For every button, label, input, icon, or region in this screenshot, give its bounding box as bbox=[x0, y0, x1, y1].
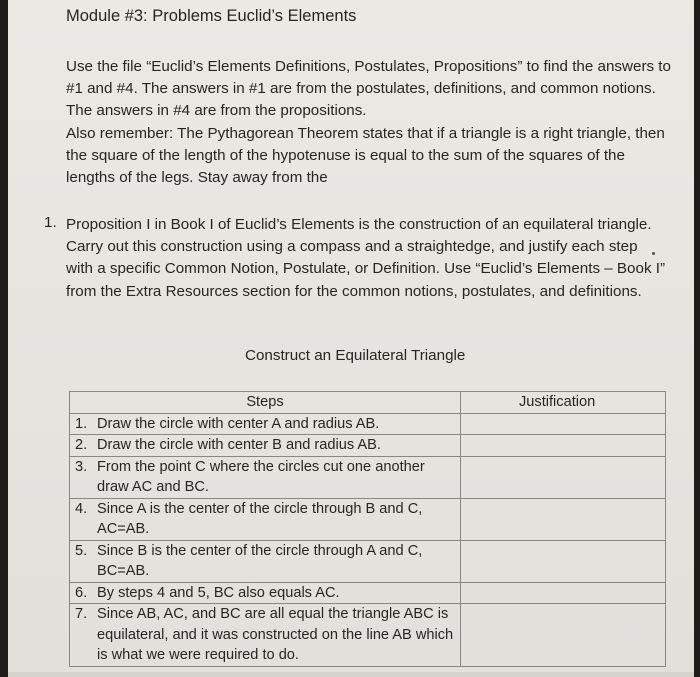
table-row bbox=[70, 540, 666, 582]
justification-cell[interactable] bbox=[461, 498, 666, 540]
table-row bbox=[70, 582, 666, 604]
steps-table bbox=[69, 391, 666, 667]
justification-cell[interactable] bbox=[461, 456, 666, 498]
step-text: Since AB, AC, and BC are all equal the triangle ABC is equilateral, and it was constructed on the line AB which is what we were required to do. bbox=[97, 606, 454, 663]
step-text: Since B is the center of the circle through A and C, BC=AB. bbox=[97, 542, 423, 579]
step-text: Since A is the center of the circle through B and C, AC=AB. bbox=[97, 500, 423, 537]
step-number: 3. bbox=[75, 458, 88, 475]
intro-paragraph: Use the file “Euclid’s Elements Definitions, Postulates, Propositions” to find the answers to #1 and #4. The answers in #1 are from the postulates, definitions, and common notions. The answers in #4 are from the propositions. bbox=[66, 58, 671, 120]
table-row bbox=[70, 413, 666, 435]
step-cell bbox=[70, 604, 461, 667]
step-cell bbox=[70, 435, 461, 457]
step-number: 4. bbox=[75, 500, 88, 517]
step-text: From the point C where the circles cut one another draw AC and BC. bbox=[97, 458, 425, 495]
justification-cell[interactable] bbox=[461, 540, 666, 582]
page-title: Module #3: Problems Euclid’s Elements bbox=[66, 7, 357, 25]
intro-text bbox=[66, 56, 678, 189]
intro-paragraph: Also remember: The Pythagorean Theorem states that if a triangle is a right triangle, then the square of the length of the hypotenuse is equal to the sum of the squares of the lengths of the legs. Stay away from the bbox=[66, 124, 665, 187]
step-number: 7. bbox=[75, 606, 88, 622]
step-number: 5. bbox=[75, 542, 88, 559]
table-row bbox=[70, 604, 666, 667]
justification-cell[interactable] bbox=[461, 435, 666, 457]
justification-cell[interactable] bbox=[461, 413, 666, 435]
step-number: 6. bbox=[75, 584, 88, 601]
step-text: Draw the circle with center A and radius AB. bbox=[97, 415, 380, 432]
step-cell bbox=[70, 413, 461, 435]
stray-mark bbox=[652, 252, 655, 255]
steps-header: Steps bbox=[70, 392, 461, 414]
justification-cell[interactable] bbox=[461, 582, 666, 604]
table-row bbox=[70, 498, 666, 540]
step-cell bbox=[70, 540, 461, 582]
step-number: 1. bbox=[75, 415, 88, 432]
step-text: Draw the circle with center B and radius AB. bbox=[97, 437, 381, 453]
table-header-row bbox=[70, 392, 666, 414]
page-bottom-shadow bbox=[8, 672, 694, 677]
step-text: By steps 4 and 5, BC also equals AC. bbox=[97, 584, 340, 601]
step-cell bbox=[70, 582, 461, 604]
table-title: Construct an Equilateral Triangle bbox=[245, 347, 466, 364]
step-number: 2. bbox=[75, 437, 88, 453]
step-cell bbox=[70, 498, 461, 540]
justification-cell[interactable] bbox=[461, 604, 666, 667]
step-cell bbox=[70, 456, 461, 498]
question-text: Proposition I in Book I of Euclid’s Elements is the construction of an equilateral triangle. Carry out this construction using a compass and a straightedge, and justify each step with a specific Common Notion, Postulate, or Definition. Use “Euclid’s Elements – Book I” from the Extra Resources section for the common notions, postulates, and definitions. bbox=[66, 216, 666, 300]
question-number: 1. bbox=[44, 214, 57, 231]
justification-header: Justification bbox=[461, 392, 666, 414]
table-row bbox=[70, 435, 666, 457]
document-page bbox=[8, 0, 694, 677]
table-row bbox=[70, 456, 666, 498]
